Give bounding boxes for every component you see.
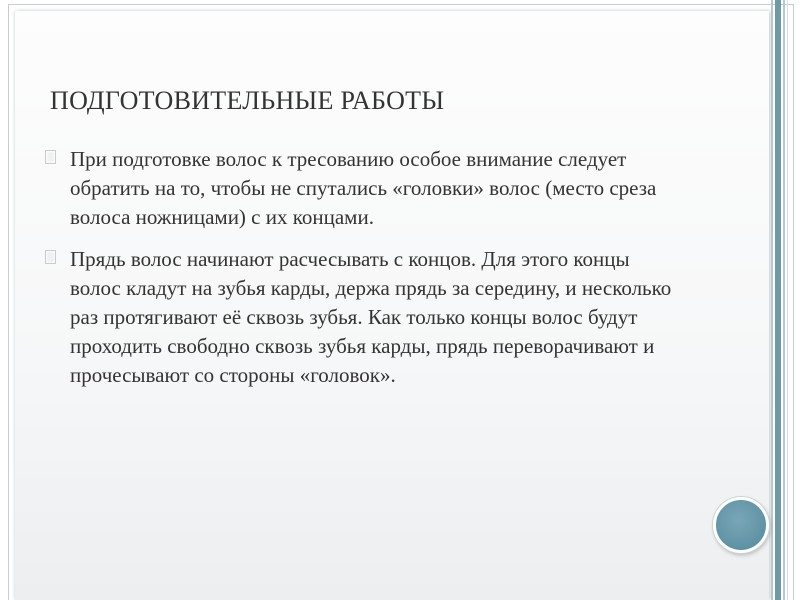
bullet-text: При подготовке волос к тресованию особое внимание следует обратить на то, чтобы не спутались «головки» волос (место среза волоса ножницами) с их концами. — [70, 147, 657, 229]
circle-ornament — [713, 497, 769, 553]
bullet-list — [42, 145, 682, 403]
decorative-stripe — [783, 0, 785, 600]
bullet-item — [42, 145, 682, 232]
slide-title: ПОДГОТОВИТЕЛЬНЫЕ РАБОТЫ — [50, 86, 445, 115]
decorative-stripe — [771, 0, 773, 600]
bullet-item — [42, 245, 682, 390]
decorative-stripe — [787, 0, 788, 600]
bullet-text: Прядь волос начинают расчесывать с концов. Для этого концы волос кладут на зубья карды, держа прядь за середину, и несколько раз протягивают её сквозь зубья. Как только концы волос будут проходить свободно сквозь зубья карды, прядь переворачивают и прочесывают со стороны «головок». — [70, 247, 672, 387]
decorative-stripe-accent — [775, 0, 781, 600]
bullet-square-icon — [45, 250, 56, 264]
bullet-square-icon — [45, 150, 56, 164]
